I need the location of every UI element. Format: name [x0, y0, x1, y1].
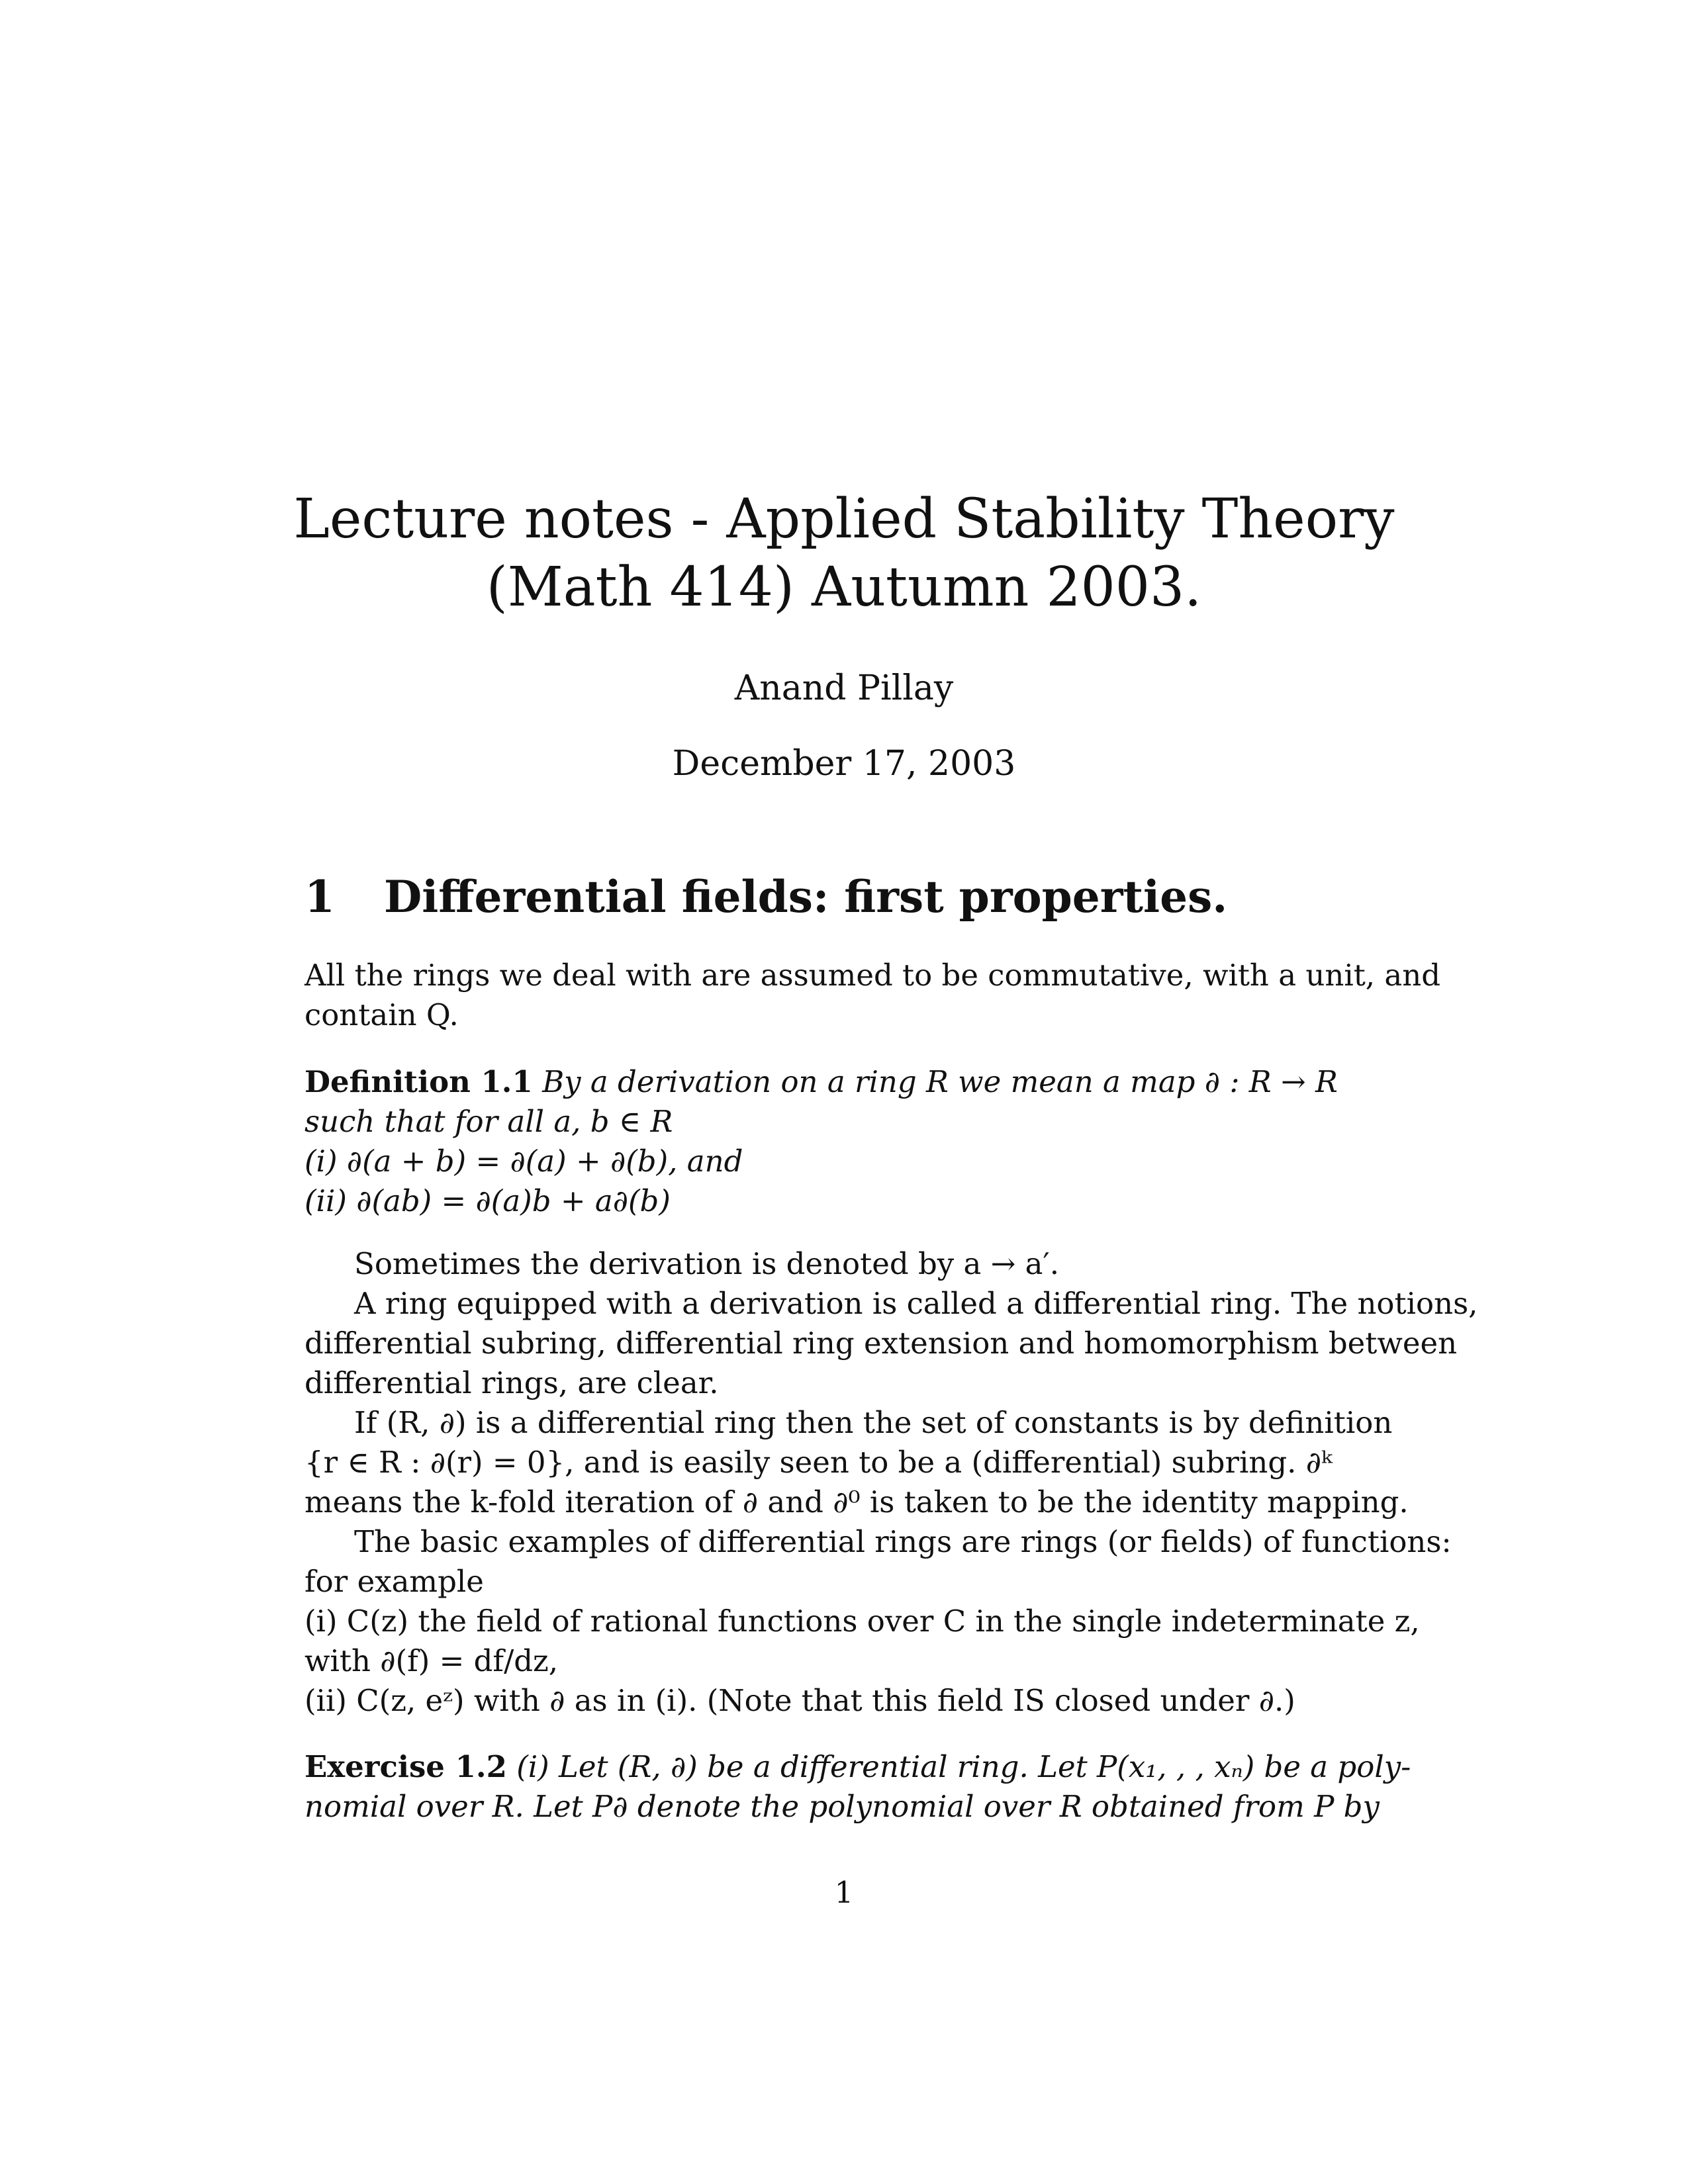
section-title: Differential fields: first properties.	[384, 871, 1228, 923]
date: December 17, 2003	[672, 744, 1016, 784]
paragraph-2-line-2: differential subring, differential ring extension and homomorphism between	[305, 1326, 1458, 1361]
title-line-1: Lecture notes - Applied Stability Theory	[293, 488, 1395, 551]
paragraph-2-line-1: A ring equipped with a derivation is called a differential ring. The notions,	[354, 1286, 1478, 1321]
paragraph-2-line-3: differential rings, are clear.	[305, 1365, 719, 1400]
paragraph-4-line-1: The basic examples of differential rings are rings (or fields) of functions:	[354, 1524, 1452, 1559]
paragraph-4-line-5: (ii) C(z, eᶻ) with ∂ as in (i). (Note that this field IS closed under ∂.)	[305, 1683, 1295, 1718]
intro-line-1: All the rings we deal with are assumed to be commutative, with a unit, and	[305, 958, 1441, 993]
author: Anand Pillay	[734, 668, 954, 708]
intro-line-2: contain Q.	[305, 997, 459, 1032]
definition-line-4: (ii) ∂(ab) = ∂(a)b + a∂(b)	[305, 1183, 671, 1218]
section-number: 1	[305, 871, 335, 923]
exercise-line-2: nomial over R. Let P∂ denote the polynomial over R obtained from P by	[305, 1789, 1380, 1824]
paragraph-4-line-2: for example	[305, 1564, 484, 1599]
definition-label: Definition 1.1	[305, 1064, 533, 1099]
definition-line-2: such that for all a, b ∈ R	[305, 1104, 673, 1139]
section-heading	[305, 870, 1430, 923]
exercise-text: (i) Let (R, ∂) be a differential ring. Let P(x₁, , , xₙ) be a poly-	[516, 1749, 1411, 1784]
paragraph-1: Sometimes the derivation is denoted by a → a′.	[354, 1246, 1059, 1281]
exercise-line-1	[305, 1747, 1411, 1787]
paragraph-4-line-3: (i) C(z) the field of rational functions over C in the single indeterminate z,	[305, 1604, 1420, 1639]
definition-line-3: (i) ∂(a + b) = ∂(a) + ∂(b), and	[305, 1144, 743, 1179]
paragraph-3-line-2: {r ∈ R : ∂(r) = 0}, and is easily seen to be a (differential) subring. ∂ᵏ	[305, 1445, 1333, 1480]
paragraph-3-line-1: If (R, ∂) is a differential ring then the set of constants is by definition	[354, 1405, 1393, 1440]
paragraph-4-line-4: with ∂(f) = df/dz,	[305, 1643, 559, 1678]
paragraph-3-line-3: means the k-fold iteration of ∂ and ∂⁰ is taken to be the identity mapping.	[305, 1484, 1409, 1520]
definition-text: By a derivation on a ring R we mean a map ∂ : R → R	[542, 1064, 1338, 1099]
definition-line-1	[305, 1062, 1383, 1102]
title-line-2: (Math 414) Autumn 2003.	[486, 556, 1202, 619]
page-number: 1	[834, 1875, 854, 1910]
exercise-label: Exercise 1.2	[305, 1749, 507, 1784]
